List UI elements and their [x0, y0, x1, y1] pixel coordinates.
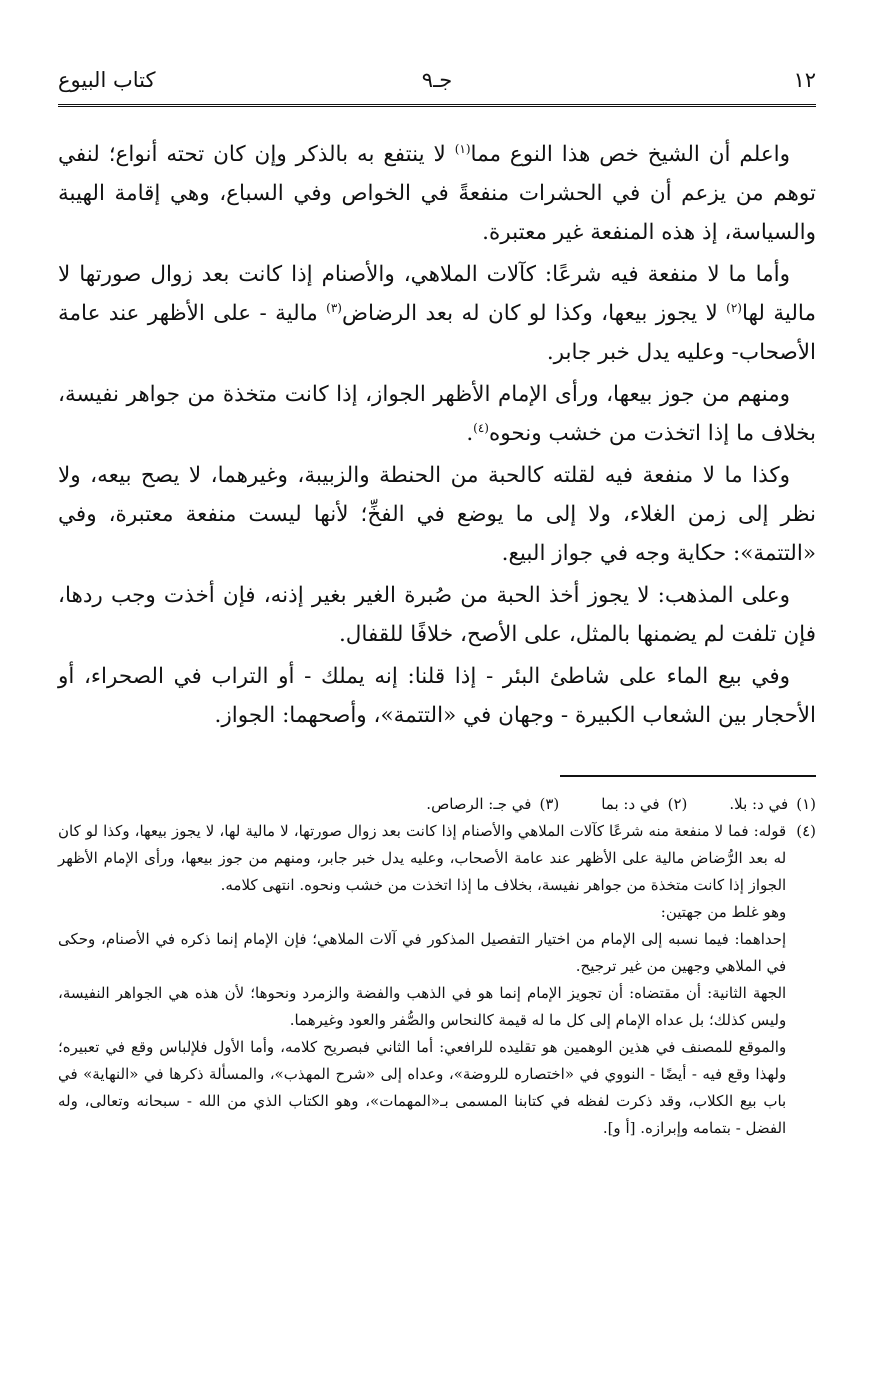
page-number: ١٢: [793, 68, 816, 92]
footnotes: [58, 791, 816, 1142]
main-text: [58, 135, 816, 735]
paragraph: واعلم أن الشيخ خص هذا النوع مما$^{(١)}$ لا ينتفع به بالذكر وإن كان تحته أنواع؛ لنفي توهم من يزعم أن في الحشرات منفعةً في الخواص وفي السباع، وهي إقامة الهيبة والسياسة، إذ هذه المنفعة غير معتبرة.: [58, 141, 816, 245]
paragraph: وعلى المذهب: لا يجوز أخذ الحبة من صُبرة الغير بغير إذنه، فإن أخذت وجب ردها، فإن تلفت لم يضمنها بالمثل، على الأصح، خلافًا للقفال.: [58, 583, 816, 647]
footnote-long: [58, 818, 816, 1142]
footnote-ref: (٤): [473, 420, 489, 435]
footnote-paragraph: والموقع للمصنف في هذين الوهمين هو تقليده للرافعي: أما الثاني فبصريح كلامه، وأما الأول فلإلباس وقع في تعبيره؛ ولهذا وقع فيه - أيضًا - النووي في «اختصاره للروضة»، وعداه إلى «شرح المهذب»، والمسألة ذكرها في «النهاية» في باب بيع الكلاب، وقد ذكرت لفظه في كتابنا المسمى بـ«المهمات»، وهو الكتاب الذي من الله - سبحانه وتعالى، وله الفضل - بتمامه وإبرازه. [أ و].: [58, 1038, 787, 1137]
book-title: كتاب البيوع: [58, 68, 156, 92]
paragraph: وأما ما لا منفعة فيه شرعًا: كآلات الملاهي، والأصنام إذا كانت بعد زوال صورتها لا مالية لها$^{(٢)}$ لا يجوز بيعها، وكذا لو كان له بعد الرضاض$^{(٣)}$ مالية - على الأظهر عند عامة الأصحاب- وعليه يدل خبر جابر.: [58, 262, 816, 365]
footnote: (١) في د: بلا.: [729, 795, 816, 813]
paragraph: ومنهم من جوز بيعها، ورأى الإمام الأظهر الجواز، إذا كانت متخذة من جواهر نفيسة، بخلاف ما إذا اتخذت من خشب ونحوه$^{(٤)}$.: [58, 382, 816, 446]
footnote: (٣) في جـ: الرصاص.: [426, 795, 560, 813]
running-header: [58, 60, 816, 107]
footnote-ref: (٢): [726, 300, 742, 315]
footnote: (٢) في د: بما: [601, 795, 688, 813]
footnote-paragraph: وهو غلط من جهتين:: [660, 903, 787, 921]
paragraph: وفي بيع الماء على شاطئ البئر - إذا قلنا: إنه يملك - أو التراب في الصحراء، أو الأحجار بين الشعاب الكبيرة - وجهان في «التتمة»، وأصحهما: الجواز.: [58, 664, 816, 728]
footnote-ref: (٣): [326, 300, 342, 315]
paragraph: وكذا ما لا منفعة فيه لقلته كالحبة من الحنطة والزبيبة، وغيرهما، لا يصح بيعه، ولا نظر إلى زمن الغلاء، ولا إلى ما يوضع في الفخِّ؛ لأنها ليست منفعة معتبرة، وفي «التتمة»: حكاية وجه في جواز البيع.: [58, 463, 816, 566]
footnote-separator: [560, 775, 816, 777]
footnote-mark: (٤): [796, 822, 816, 840]
footnote-short-row: [58, 791, 816, 818]
volume-label: جـ٩: [421, 68, 453, 92]
footnote-paragraph: إحداهما: فيما نسبه إلى الإمام من اختيار التفصيل المذكور في آلات الملاهي؛ فإن الإمام إنما ذكره في الأصنام، وحكى في الملاهي وجهين من غير ترجيح.: [58, 930, 787, 975]
footnote-paragraph: قوله: فما لا منفعة منه شرعًا كآلات الملاهي والأصنام إذا كانت بعد زوال صورتها، لا مالية لها، لا يجوز بيعها، وكذا لو كان له بعد الرُّضاض مالية على الأظهر عند عامة الأصحاب، وعليه يدل خبر جابر، ومنهم من جوز بيعها، ورأى الإمام الأظهر الجواز إذا كانت متخذة من جواهر نفيسة، بخلاف ما إذا اتخذت من خشب ونحوه. انتهى كلامه.: [58, 822, 787, 894]
book-page: [58, 60, 816, 1350]
footnote-ref: (١): [454, 141, 471, 156]
footnote-paragraph: الجهة الثانية: أن مقتضاه: أن تجويز الإمام إنما هو في الذهب والفضة والزمرد ونحوها؛ لأن هذه هي الجواهر النفيسة، وليس كذلك؛ بل عداه الإمام إلى كل ما له قيمة كالنحاس والصُّفر والعود وغيرهما.: [58, 984, 787, 1029]
